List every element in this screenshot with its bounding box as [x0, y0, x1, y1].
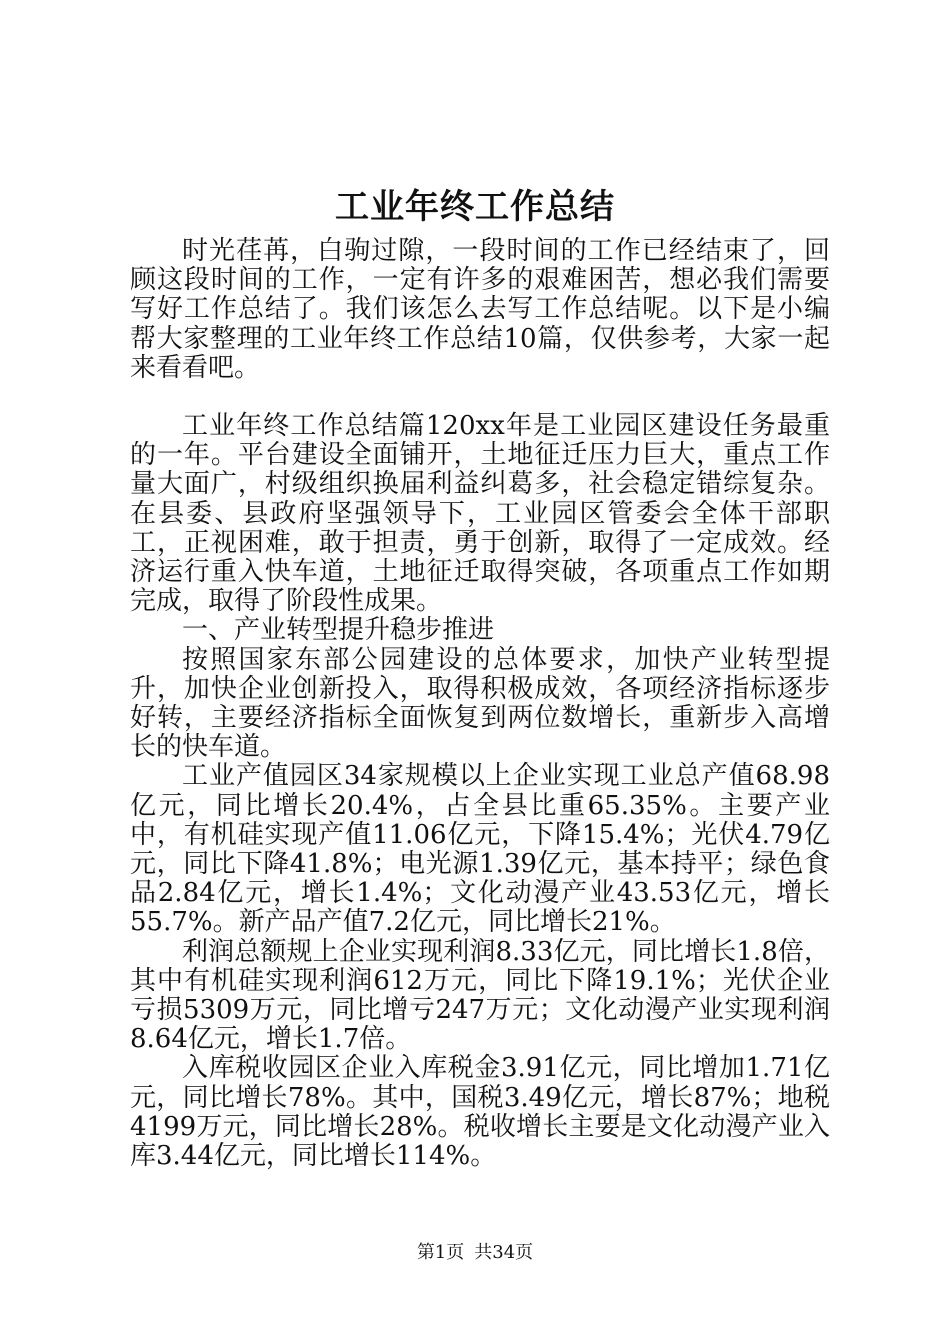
document-body: [130, 237, 830, 1171]
page-total: 共34页: [474, 1242, 534, 1263]
paragraph-profit: 利润总额规上企业实现利润8.33亿元，同比增长1.8倍，其中有机硅实现利润612万元，同比下降19.1%；光伏企业亏损5309万元，同比增亏247万元；文化动漫产业实现利润8.64亿元，增长1.7倍。: [130, 936, 830, 1055]
page-footer: [0, 1240, 950, 1266]
intro-paragraph: 时光荏苒，白驹过隙，一段时间的工作已经结束了，回顾这段时间的工作，一定有许多的艰难困苦，想必我们需要写好工作总结了。我们该怎么去写工作总结呢。以下是小编帮大家整理的工业年终工作总结10篇，仅供参考，大家一起来看看吧。: [130, 236, 830, 383]
paragraph-tax: 入库税收园区企业入库税金3.91亿元，同比增加1.71亿元，同比增长78%。其中，国税3.49亿元，增长87%；地税4199万元，同比增长28%。税收增长主要是文化动漫产业入库3.44亿元，同比增长114%。: [130, 1053, 830, 1172]
document-title: 工业年终工作总结: [335, 187, 615, 227]
page-number: 第1页: [416, 1242, 465, 1263]
paragraph-transformation: 按照国家东部公园建设的总体要求，加快产业转型提升，加快企业创新投入，取得积极成效，各项经济指标逐步好转，主要经济指标全面恢复到两位数增长，重新步入高增长的快车道。: [130, 644, 830, 763]
section-heading: 一、产业转型提升稳步推进: [182, 615, 495, 646]
paragraph-output-value: 工业产值园区34家规模以上企业实现工业总产值68.98亿元，同比增长20.4%，占全县比重65.35%。主要产业中，有机硅实现产值11.06亿元，下降15.4%；光伏4.79亿元，同比下降41.8%；电光源1.39亿元，基本持平；绿色食品2.84亿元，增长1.4%；文化动漫产业43.53亿元，增长55.7%。新产品产值7.2亿元，同比增长21%。: [130, 761, 830, 938]
paragraph-summary: 工业年终工作总结篇120xx年是工业园区建设任务最重的一年。平台建设全面铺开，土地征迁压力巨大，重点工作量大面广，村级组织换届利益纠葛多，社会稳定错综复杂。在县委、县政府坚强领导下，工业园区管委会全体干部职工，正视困难，敢于担责，勇于创新，取得了一定成效。经济运行重入快车道，土地征迁取得突破，各项重点工作如期完成，取得了阶段性成果。: [130, 411, 830, 617]
